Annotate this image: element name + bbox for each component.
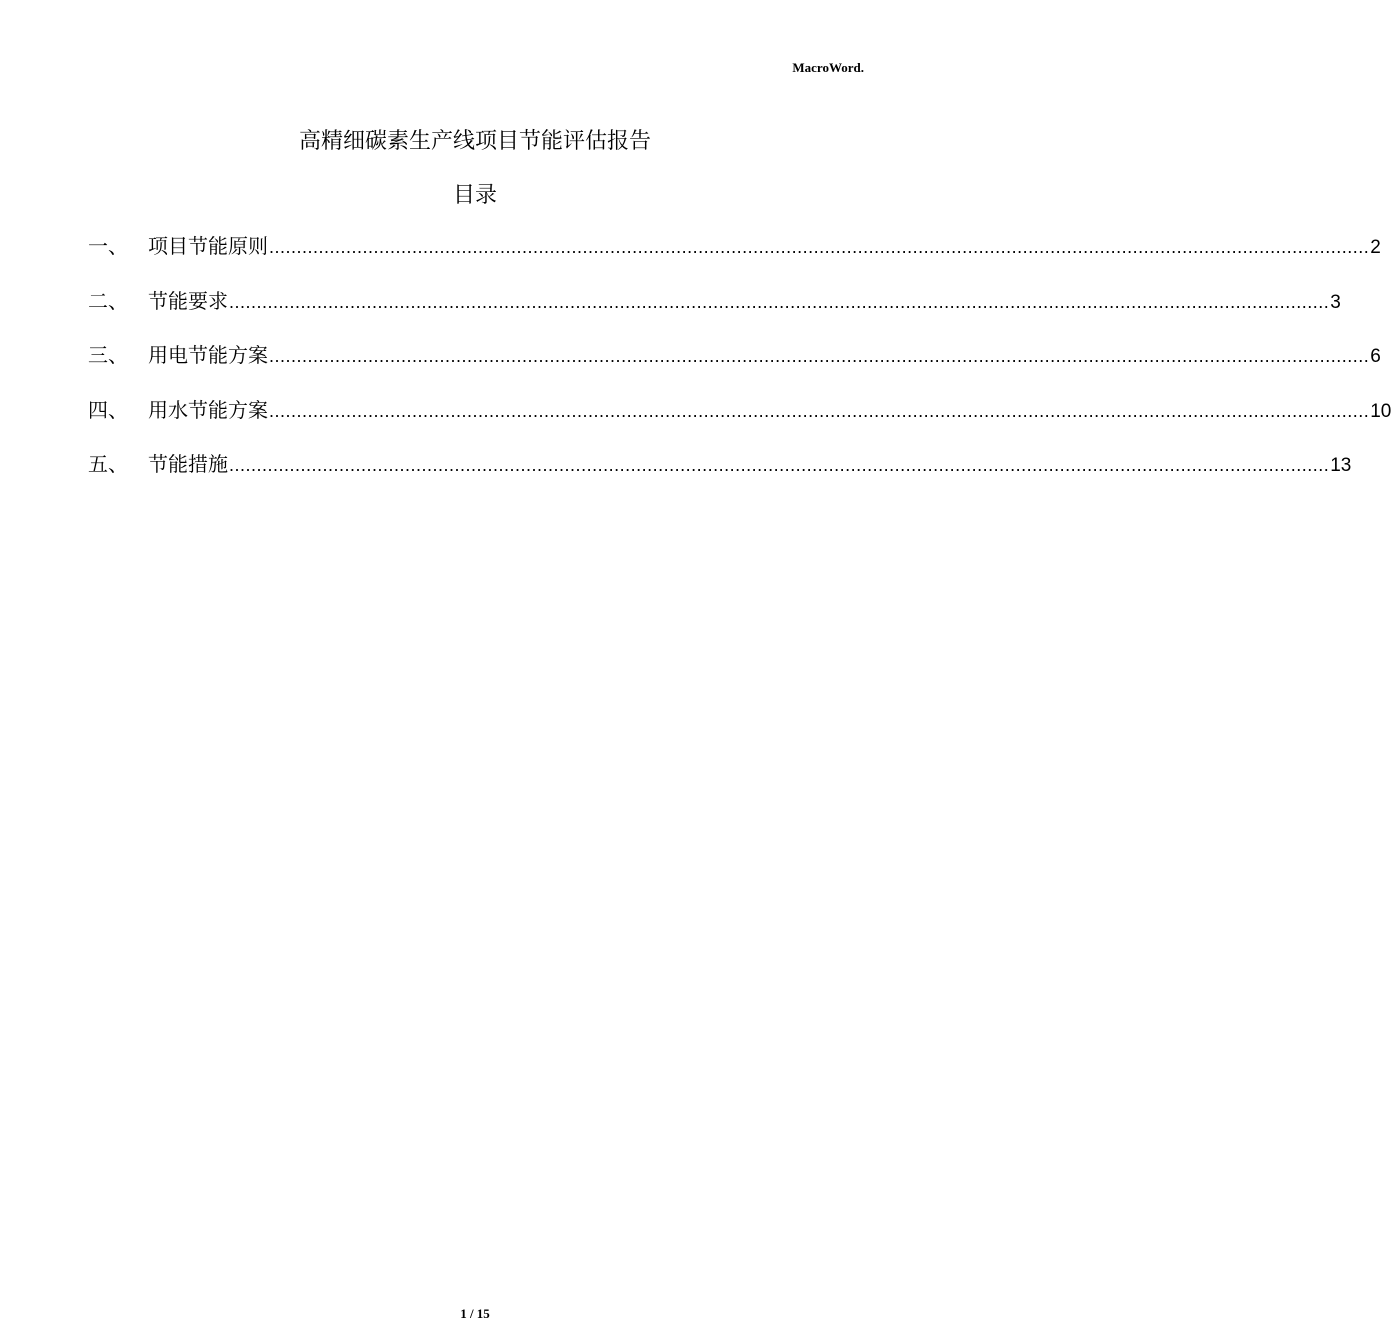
toc-entry-title: 节能措施 <box>148 452 228 476</box>
header-brand: MacroWord. <box>792 60 864 75</box>
toc-entry-page: 3 <box>1330 291 1341 313</box>
toc-entry-title: 项目节能原则 <box>148 234 268 258</box>
toc-entry-number: 一、 <box>88 234 128 258</box>
toc-entry[interactable] <box>88 287 1341 315</box>
document-title: 高精细碳素生产线项目节能评估报告 <box>298 129 651 154</box>
toc-entry-title: 节能要求 <box>148 288 228 313</box>
page-indicator: 1 / 15 <box>460 1306 490 1321</box>
toc-entry-number: 五、 <box>88 452 128 476</box>
toc-entry-number: 三、 <box>88 343 128 367</box>
toc-entry-number: 二、 <box>88 288 128 313</box>
toc-entry-page: 13 <box>1330 455 1352 476</box>
toc-dot-leader: ........................................................................................................................................................................................................ <box>269 237 1370 257</box>
toc-dot-leader: ........................................................................................................................................................................................................ <box>229 455 1330 475</box>
toc-dot-leader: ........................................................................................................................................................................................................ <box>229 291 1330 312</box>
toc-entry[interactable] <box>88 232 1381 260</box>
toc-entry-page: 10 <box>1370 400 1391 422</box>
toc-entry-page: 6 <box>1370 346 1381 367</box>
toc-entry-number: 四、 <box>88 397 128 422</box>
toc-entry-page: 2 <box>1370 237 1381 258</box>
toc-dot-leader: ........................................................................................................................................................................................................ <box>269 400 1370 421</box>
toc-entry[interactable] <box>88 341 1381 369</box>
toc-entry-title: 用水节能方案 <box>148 397 268 422</box>
toc-entry[interactable] <box>88 396 1391 424</box>
toc-dot-leader: ........................................................................................................................................................................................................ <box>269 346 1370 366</box>
toc-entry-title: 用电节能方案 <box>148 343 268 367</box>
table-of-contents <box>88 232 1391 505</box>
toc-heading: 目录 <box>452 183 497 208</box>
toc-entry[interactable] <box>88 450 1352 478</box>
